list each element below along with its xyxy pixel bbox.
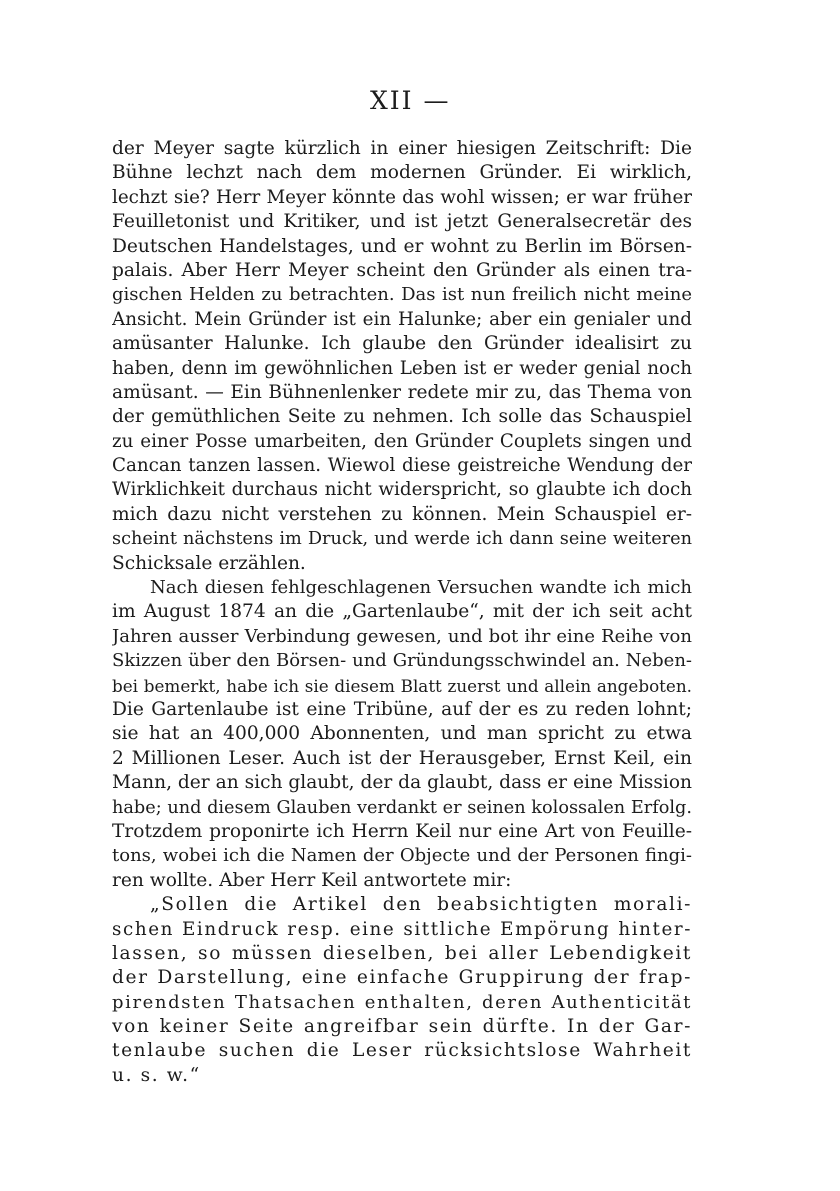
text-line: 2 Millionen Leser. Auch ist der Herausgeber, Ernst Keil, ein — [112, 747, 692, 769]
text-line: Deutschen Handelstages, und er wohnt zu Berlin im Börsen- — [112, 235, 692, 257]
text-line: der Meyer sagte kürzlich in einer hiesigen Zeitschrift: Die — [112, 138, 692, 159]
text-line: palais. Aber Herr Meyer scheint den Gründer als einen tra- — [112, 259, 692, 281]
text-line: der gemüthlichen Seite zu nehmen. Ich solle das Schauspiel — [112, 406, 692, 428]
text-line: Bühne lechzt nach dem modernen Gründer. Ei wirklich, — [112, 162, 692, 184]
text-line: sie hat an 400,000 Abonnenten, und man spricht zu etwa — [112, 723, 692, 745]
quote-start-line: „Sollen die Artikel den beabsichtigten morali- — [150, 894, 692, 916]
text-line: zu einer Posse umarbeiten, den Gründer Couplets singen und — [112, 430, 692, 452]
text-line: Skizzen über den Börsen- und Gründungsschwindel an. Neben- — [112, 650, 692, 672]
text-line: haben, denn im gewöhnlichen Leben ist er weder genial noch — [112, 357, 692, 379]
text-line: Feuilletonist und Kritiker, und ist jetzt Generalsecretär des — [112, 211, 692, 233]
text-line: tons, wobei ich die Namen der Objecte und der Personen fingi- — [112, 845, 692, 867]
text-line: gischen Helden zu betrachten. Das ist nun freilich nicht meine — [112, 284, 692, 306]
text-line: habe; und diesem Glauben verdankt er seinen kolossalen Erfolg. — [112, 797, 692, 818]
paragraph-start-line: Nach diesen fehlgeschlagenen Versuchen wandte ich mich — [150, 577, 692, 599]
text-line: amüsant. — Ein Bühnenlenker redete mir zu, das Thema von — [112, 381, 692, 403]
text-line: bei bemerkt, habe ich sie diesem Blatt zuerst und allein angeboten. — [112, 675, 692, 696]
text-line: Jahren ausser Verbindung gewesen, und bot ihr eine Reihe von — [112, 625, 692, 647]
text-line: im August 1874 an die „Gartenlaube“, mit der ich seit acht — [112, 601, 692, 623]
text-line: mich dazu nicht verstehen zu können. Mein Schauspiel er- — [112, 503, 692, 525]
text-line: Mann, der an sich glaubt, der da glaubt, dass er eine Mission — [112, 772, 692, 794]
text-line: Die Gartenlaube ist eine Tribüne, auf der es zu reden lohnt; — [112, 698, 692, 720]
text-line: Cancan tanzen lassen. Wiewol diese geistreiche Wendung der — [112, 455, 692, 477]
quote-line: lassen, so müssen dieselben, bei aller Lebendigkeit — [112, 942, 692, 964]
paragraph-end-line: ren wollte. Aber Herr Keil antwortete mir: — [112, 869, 512, 891]
text-line: Wirklichkeit durchaus nicht widerspricht, so glaubte ich doch — [112, 479, 692, 501]
text-line: scheint nächstens im Druck, und werde ich dann seine weiteren — [112, 529, 692, 550]
quote-line: von keiner Seite angreifbar sein dürfte. In der Gar- — [112, 1016, 692, 1038]
quote-end-line: u. s. w.“ — [112, 1064, 201, 1086]
body-text — [112, 137, 692, 1088]
text-line: amüsanter Halunke. Ich glaube den Gründer idealisirt zu — [112, 333, 692, 355]
quote-line: schen Eindruck resp. eine sittliche Empörung hinter- — [112, 918, 692, 940]
quote-line: tenlaube suchen die Leser rücksichtslose Wahrheit — [112, 1040, 692, 1062]
paragraph-end-line: Schicksale erzählen. — [112, 552, 306, 574]
text-line: Ansicht. Mein Gründer ist ein Halunke; aber ein genialer und — [112, 308, 692, 330]
text-line: Trotzdem proponirte ich Herrn Keil nur eine Art von Feuille- — [112, 820, 692, 842]
quote-line: pirendsten Thatsachen enthalten, deren Authenticität — [112, 991, 692, 1013]
text-line: lechzt sie? Herr Meyer könnte das wohl wissen; er war früher — [112, 186, 692, 208]
quote-line: der Darstellung, eine einfache Gruppirung der frap- — [112, 967, 692, 989]
page-header: XII — — [370, 86, 451, 115]
